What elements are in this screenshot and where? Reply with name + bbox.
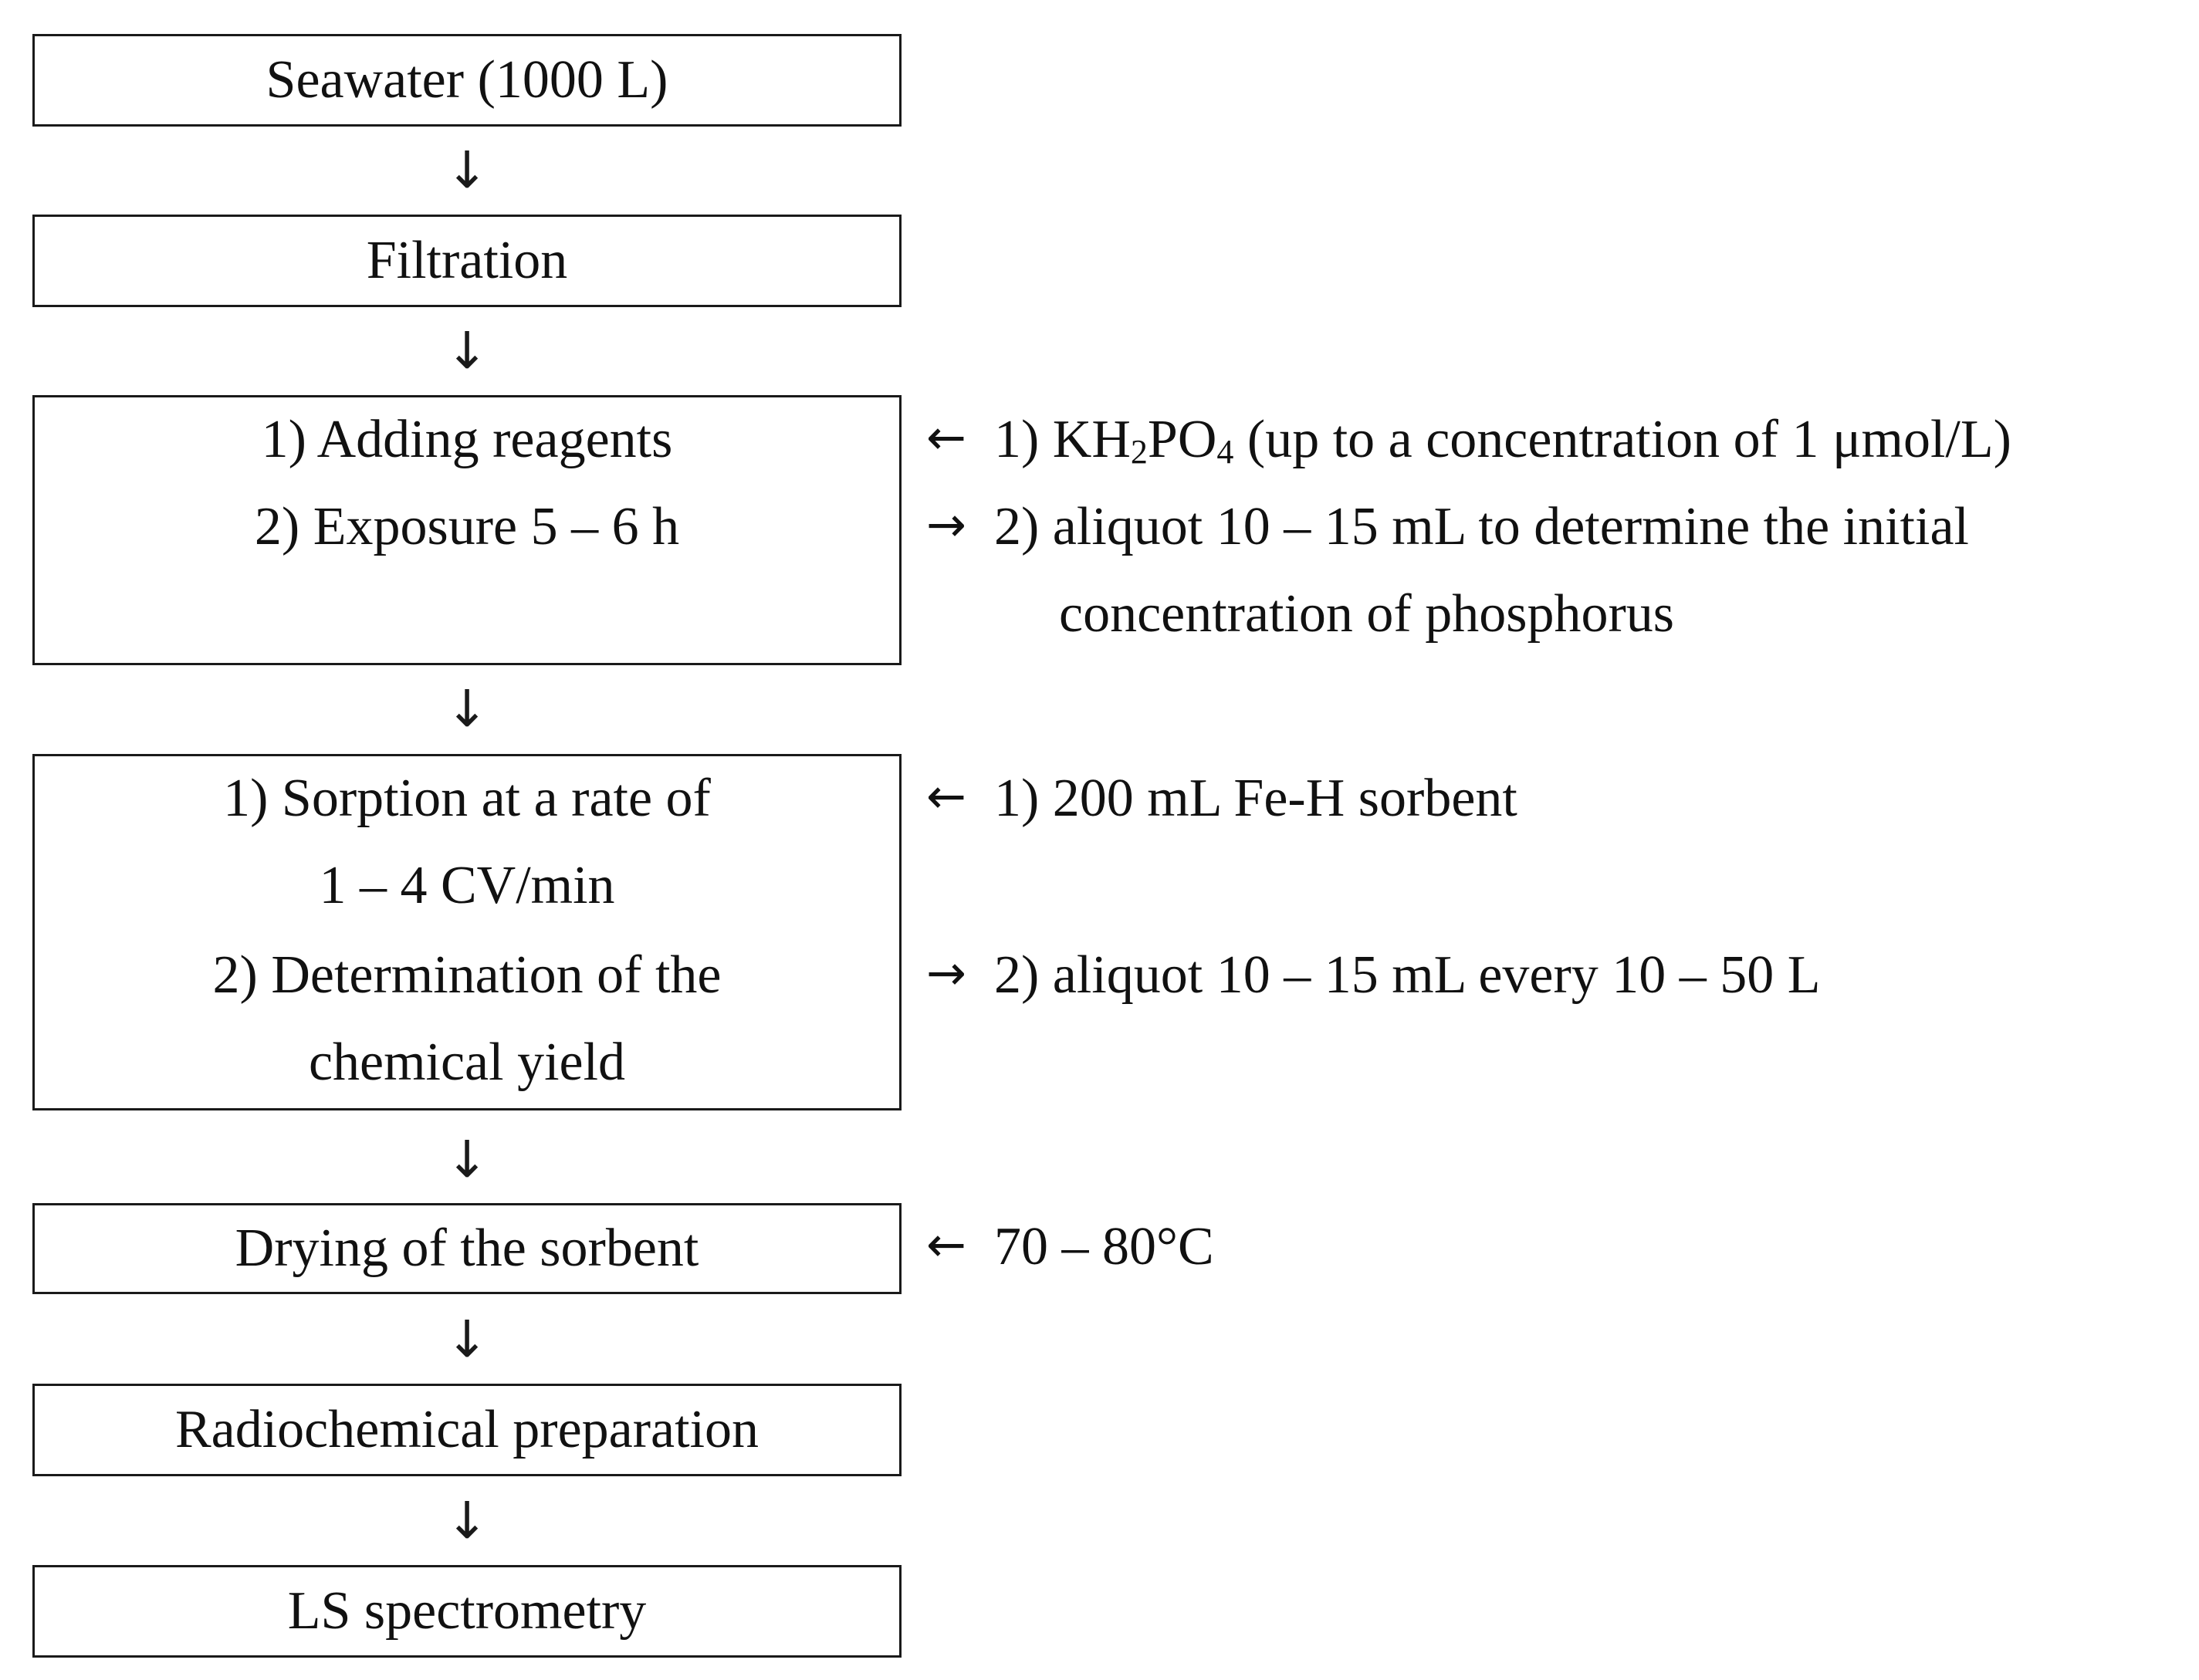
step-radiochem-label: Radiochemical preparation	[174, 1400, 760, 1459]
note-aliquot-initial-cont	[1059, 584, 1675, 644]
note-aliquot-initial-line1: 2) aliquot 10 – 15 mL to determine the initial	[994, 497, 1969, 556]
step-sorption-line4: chemical yield	[308, 1033, 626, 1092]
left-arrow-icon: ←	[926, 768, 966, 824]
down-arrow-icon: ↓	[445, 1491, 489, 1550]
note-kh2po4-sub2: 4	[1216, 433, 1234, 471]
note-kh2po4-sub1: 2	[1130, 433, 1148, 471]
down-arrow-icon: ↓	[445, 679, 489, 739]
left-arrow-icon: ←	[926, 409, 966, 465]
step-reagents-line1: 1) Adding reagents	[261, 410, 673, 469]
note-aliquot-every-text: 2) aliquot 10 – 15 mL every 10 – 50 L	[994, 945, 1821, 1005]
note-sorbent	[926, 768, 1517, 828]
note-temperature-text: 70 – 80°C	[994, 1217, 1214, 1276]
right-arrow-icon: →	[926, 945, 966, 1001]
step-sorption-line1: 1) Sorption at a rate of	[223, 769, 711, 828]
note-kh2po4	[926, 409, 2011, 471]
step-filtration-box	[32, 215, 902, 307]
note-kh2po4-prefix: 1) KH	[994, 410, 1131, 469]
step-radiochem-box	[32, 1384, 902, 1476]
note-temperature	[926, 1216, 1214, 1276]
right-arrow-icon: →	[926, 496, 966, 553]
down-arrow-icon: ↓	[445, 1310, 489, 1369]
down-arrow-icon: ↓	[445, 140, 489, 200]
note-aliquot-every	[926, 945, 1821, 1005]
note-kh2po4-suffix: (up to a concentration of 1 μmol/L)	[1233, 410, 2011, 469]
step-drying-label: Drying of the sorbent	[235, 1219, 699, 1278]
step-sorption-box	[32, 754, 902, 1110]
step-reagents-box	[32, 395, 902, 665]
step-filtration-label: Filtration	[366, 231, 568, 290]
left-arrow-icon: ←	[926, 1216, 966, 1273]
step-seawater-label: Seawater (1000 L)	[266, 50, 668, 110]
step-sorption-line3: 2) Determination of the	[212, 945, 722, 1005]
down-arrow-icon: ↓	[445, 321, 489, 380]
note-aliquot-initial	[926, 496, 1969, 556]
down-arrow-icon: ↓	[445, 1130, 489, 1189]
step-drying-box	[32, 1203, 902, 1294]
note-aliquot-initial-line2: concentration of phosphorus	[1059, 584, 1675, 644]
note-sorbent-text: 1) 200 mL Fe-H sorbent	[994, 769, 1517, 828]
note-kh2po4-mid: PO	[1147, 410, 1217, 469]
step-sorption-line2: 1 – 4 CV/min	[319, 856, 615, 915]
step-reagents-line2: 2) Exposure 5 – 6 h	[254, 497, 680, 556]
step-seawater-box	[32, 34, 902, 127]
step-ls-box	[32, 1565, 902, 1658]
step-ls-label: LS spectrometry	[287, 1581, 647, 1641]
